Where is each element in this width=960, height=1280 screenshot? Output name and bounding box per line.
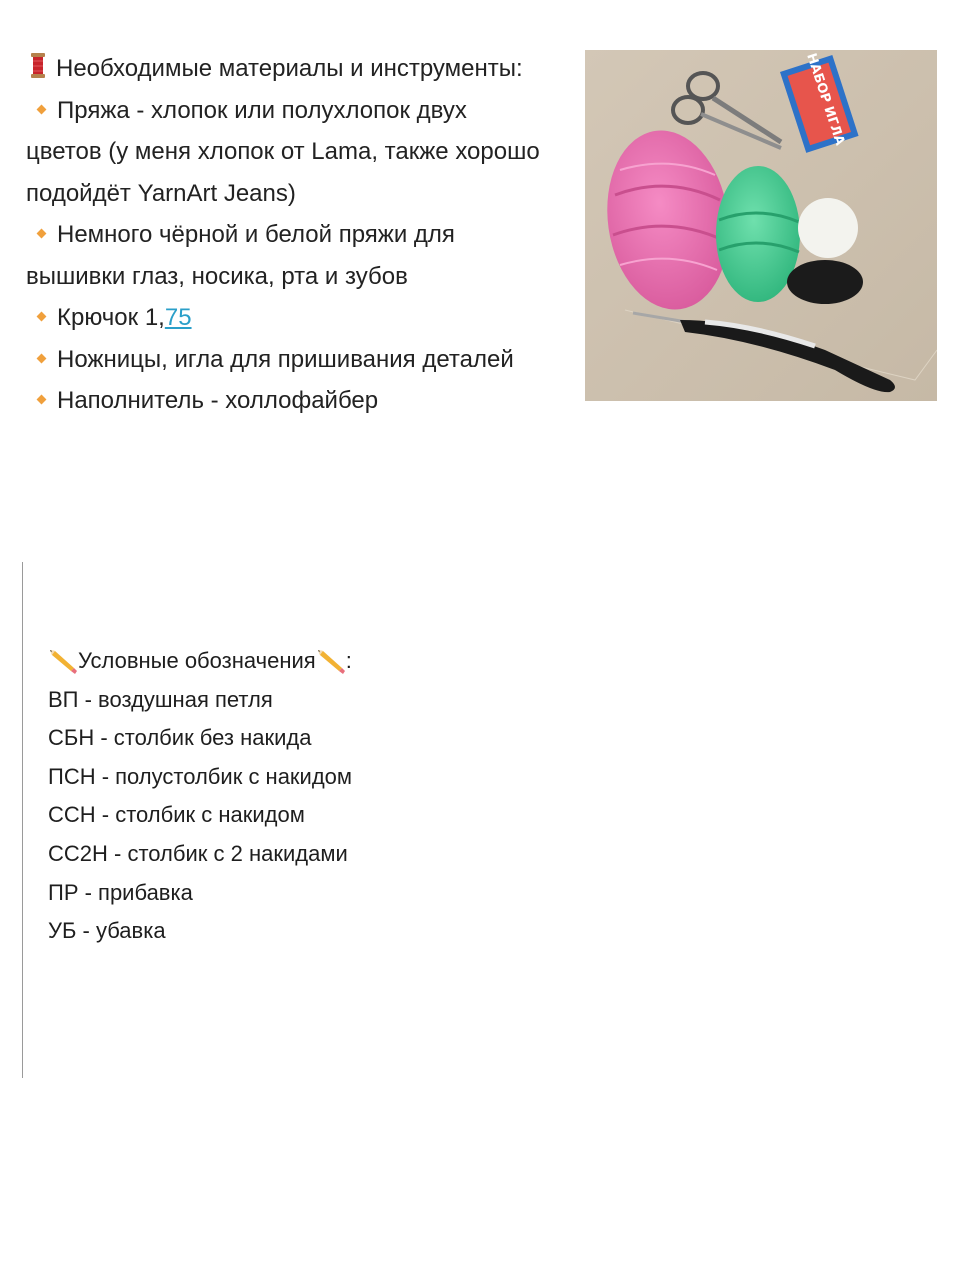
orange-diamond-icon bbox=[37, 312, 47, 322]
legend-section bbox=[48, 642, 568, 951]
legend-heading-line: Условные обозначения : bbox=[48, 642, 568, 681]
legend-entry: УБ - убавка bbox=[48, 918, 166, 944]
hook-size-link[interactable]: 75 bbox=[164, 304, 192, 331]
list-item: Пряжа - хлопок или полухлопок двух bbox=[26, 90, 586, 132]
materials-section bbox=[26, 48, 586, 422]
list-item: Немного чёрной и белой пряжи для bbox=[26, 214, 586, 256]
materials-heading: Необходимые материалы и инструменты: bbox=[56, 55, 523, 82]
white-yarn-ball bbox=[798, 198, 858, 258]
svg-text:НАБОР ИГЛА: НАБОР ИГЛА bbox=[803, 51, 848, 148]
spool-of-thread-icon bbox=[26, 51, 50, 75]
pencil-icon bbox=[316, 648, 346, 674]
legend-entry: ПР - прибавка bbox=[48, 879, 193, 905]
list-item-continuation: подойдёт YarnArt Jeans) bbox=[26, 179, 296, 207]
list-item-continuation: цветов (у меня хлопок от Lama, также хорошо bbox=[26, 138, 540, 165]
list-item-continuation: вышивки глаз, носика, рта и зубов bbox=[26, 262, 408, 290]
legend-heading: Условные обозначения bbox=[78, 648, 316, 673]
orange-diamond-icon bbox=[37, 104, 47, 114]
legend-entry: ВП - воздушная петля bbox=[48, 686, 273, 712]
orange-diamond-icon bbox=[37, 353, 47, 363]
orange-diamond-icon bbox=[37, 395, 47, 405]
list-item: Ножницы, игла для пришивания деталей bbox=[26, 339, 586, 381]
orange-diamond-icon bbox=[37, 229, 47, 239]
pencil-icon bbox=[48, 648, 78, 674]
materials-photo bbox=[585, 50, 937, 401]
materials-heading-line bbox=[26, 48, 586, 90]
legend-entry: ССН - столбик с накидом bbox=[48, 802, 305, 828]
divider-line bbox=[22, 562, 23, 1078]
list-item: Крючок 1,75 bbox=[26, 297, 586, 339]
black-yarn-ball bbox=[787, 260, 863, 304]
legend-entry: ПСН - полустолбик с накидом bbox=[48, 763, 353, 789]
legend-entry: СС2Н - столбик с 2 накидами bbox=[48, 840, 348, 866]
legend-entry: СБН - столбик без накида bbox=[48, 725, 312, 751]
list-item: Наполнитель - холлофайбер bbox=[26, 380, 586, 422]
